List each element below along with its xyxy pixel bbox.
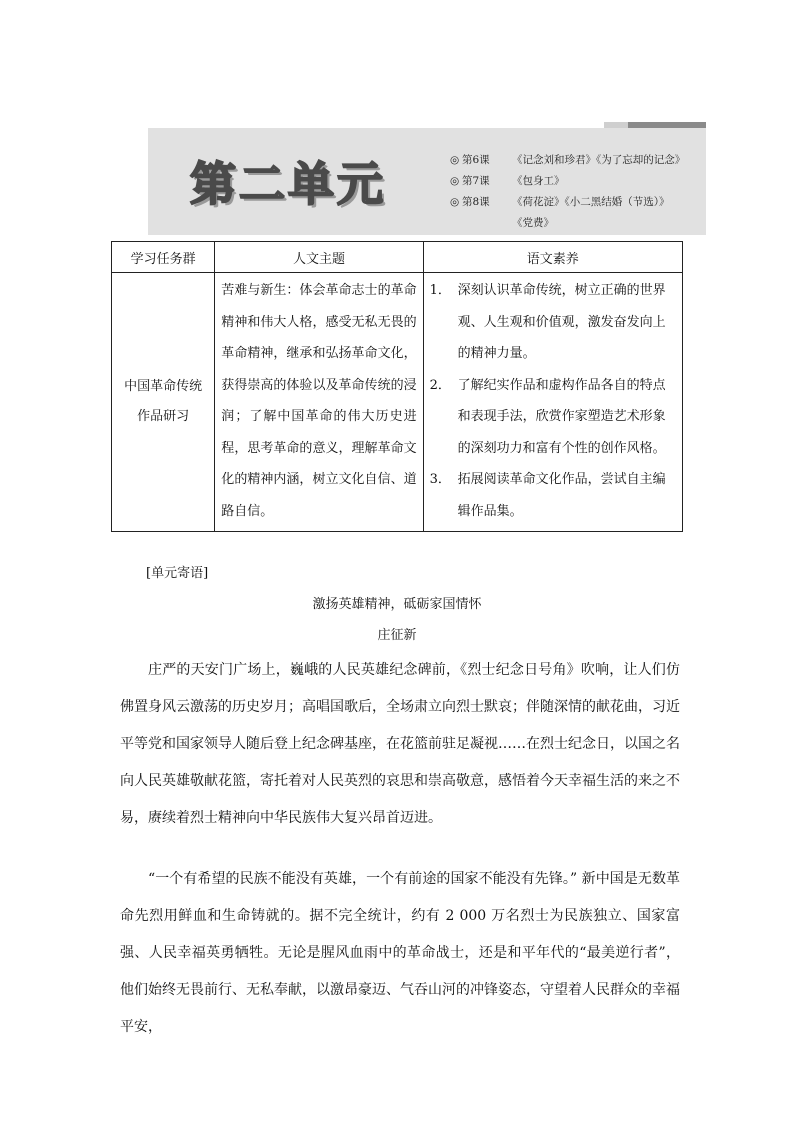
lesson-mark-blank	[450, 213, 462, 234]
bullet-circle-icon: ◎	[450, 154, 460, 166]
lesson-titles: 《荷花淀》《小二黑结婚（节选）》	[512, 196, 670, 208]
paragraph-text: 庄严的天安门广场上，巍峨的人民英雄纪念碑前，《烈士纪念日号角》吹响，让人们仿佛置身风云激荡的历史岁月；高唱国歌后，全场肃立向烈士默哀；伴随深情的献花曲，习近平等党和国家领导人随后登上纪念碑基座，在花篮前驻足凝视……在烈士纪念日，以国之名向人民英雄敬献花篮，寄托着对人民英烈的哀思和崇高敬意，感悟着今天幸福生活的来之不易，赓续着烈士精神向中华民族伟大复兴昂首迈进。	[120, 662, 680, 826]
lesson-number: 第6课	[462, 154, 490, 166]
literacy-cell	[423, 273, 682, 532]
lesson-number: 第8课	[462, 196, 490, 208]
paragraph-text: “一个有希望的民族不能没有英雄，一个有前途的国家不能没有先锋。” 新中国是无数革命先烈用鲜血和生命铸就的。据不完全统计，约有 2 000 万名烈士为民族独立、国家富强、人民幸福英勇牺牲。无论是腥风血雨中的革命战士，还是和平年代的“最美逆行者”，他们始终无畏前行、无私奉献，以激昂豪迈、气吞山河的冲锋姿态，守望着人民群众的幸福平安，	[120, 871, 680, 1035]
header-humanistic-theme: 人文主题	[215, 242, 423, 273]
bullet-circle-icon: ◎	[450, 196, 460, 208]
unit-title: 第二单元	[190, 157, 386, 211]
literacy-item	[430, 275, 676, 370]
essay-paragraph-2	[120, 861, 680, 1046]
lesson-titles: 《党费》	[512, 217, 554, 229]
literacy-item	[430, 370, 676, 465]
literacy-text: 拓展阅读革命文化作品，尝试自主编辑作品集。	[457, 472, 666, 519]
lesson-number	[462, 213, 512, 234]
literacy-text: 深刻认识革命传统，树立正确的世界观、人生观和价值观，激发奋发向上的精神力量。	[457, 283, 666, 361]
bullet-circle-icon: ◎	[450, 175, 460, 187]
learning-task-table	[111, 241, 683, 532]
literacy-text: 了解纪实作品和虚构作品各自的特点和表现手法，欣赏作家塑造艺术形象的深刻功力和富有个性的创作风格。	[457, 377, 666, 456]
literacy-item	[430, 464, 676, 527]
literacy-number: 1．	[429, 283, 451, 298]
section-label: [单元寄语]	[146, 566, 209, 581]
lesson-list	[450, 150, 685, 234]
header-task-group: 学习任务群	[112, 242, 215, 273]
theme-cell: 苦难与新生：体会革命志士的革命精神和伟大人格，感受无私无畏的革命精神，继承和弘扬革命文化，获得崇高的体验以及革命传统的浸润；了解中国革命的伟大历史进程，思考革命的意义，理解革命文化的精神内涵，树立文化自信、道路自信。	[215, 273, 423, 532]
literacy-number: 2．	[429, 377, 451, 393]
lesson-titles: 《包身工》	[512, 175, 565, 187]
lesson-item	[450, 171, 685, 192]
lesson-item	[450, 213, 685, 234]
essay-title: 激扬英雄精神，砥砺家国情怀	[312, 597, 482, 612]
lesson-number: 第7课	[462, 175, 490, 187]
essay-author: 庄征新	[377, 628, 417, 643]
essay-paragraph-1	[120, 652, 680, 837]
header-literacy: 语文素养	[423, 242, 682, 273]
table-header-row	[112, 242, 683, 273]
table-row	[112, 273, 683, 532]
lesson-item	[450, 150, 685, 171]
task-group-cell: 中国革命传统作品研习	[112, 273, 215, 532]
lesson-titles: 《记念刘和珍君》《为了忘却的记念》	[512, 154, 686, 166]
literacy-number: 3．	[429, 472, 451, 487]
unit-banner	[148, 128, 706, 235]
lesson-item	[450, 192, 685, 213]
